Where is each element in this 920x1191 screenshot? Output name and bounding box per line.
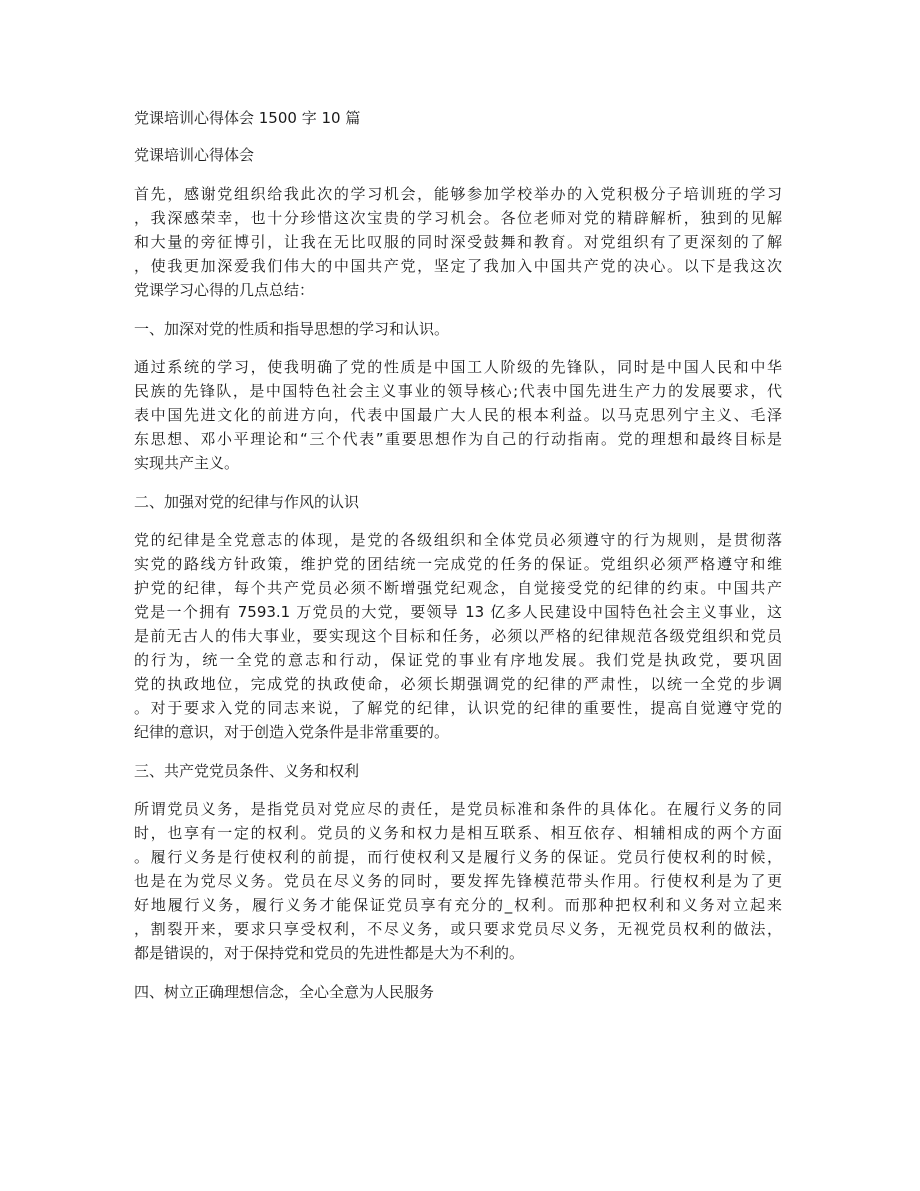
- paragraph-line: ，割裂开来，要求只享受权利，不尽义务，或只要求党员尽义务，无视党员权利的做法，: [134, 920, 782, 938]
- section-heading-3: 三、共产党党员条件、义务和权利: [134, 762, 360, 780]
- paragraph-line: 。对于要求入党的同志来说，了解党的纪律，认识党的纪律的重要性，提高自觉遵守党的: [134, 699, 782, 717]
- paragraph-line: 党的纪律是全党意志的体现，是党的各级组织和全体党员必须遵守的行为规则，是贯彻落: [134, 531, 782, 549]
- paragraph-line: 党的执政地位，完成党的执政使命，必须长期强调党的纪律的严肃性，以统一全党的步调: [134, 675, 782, 693]
- paragraph-line: 东思想、邓小平理论和“三个代表”重要思想作为自己的行动指南。党的理想和最终目标是: [134, 430, 782, 448]
- paragraph-line: 时，也享有一定的权利。党员的义务和权力是相互联系、相互依存、相辅相成的两个方面: [134, 824, 782, 842]
- paragraph-line: 党是一个拥有 7593.1 万党员的大党，要领导 13 亿多人民建设中国特色社会主义事业，这: [134, 603, 782, 621]
- document-page: [134, 106, 782, 1004]
- paragraph-line: 好地履行义务，履行义务才能保证党员享有充分的_权利。而那种把权利和义务对立起来: [134, 896, 782, 914]
- paragraph-line: 表中国先进文化的前进方向，代表中国最广大人民的根本利益。以马克思列宁主义、毛泽: [134, 406, 782, 424]
- paragraph-line: 护党的纪律，每个共产党员必须不断增强党纪观念，自觉接受党的纪律的约束。中国共产: [134, 579, 782, 597]
- paragraph-line: 也是在为党尽义务。党员在尽义务的同时，要发挥先锋模范带头作用。行使权利是为了更: [134, 872, 782, 890]
- paragraph-line: 所谓党员义务，是指党员对党应尽的责任，是党员标准和条件的具体化。在履行义务的同: [134, 800, 782, 818]
- paragraph-line: 民族的先锋队，是中国特色社会主义事业的领导核心;代表中国先进生产力的发展要求，代: [134, 382, 782, 400]
- section-heading-2: 二、加强对党的纪律与作风的认识: [134, 493, 360, 511]
- document-title: 党课培训心得体会 1500 字 10 篇: [134, 109, 361, 127]
- paragraph-line: 实党的路线方针政策，维护党的团结统一完成党的任务的保证。党组织必须严格遵守和维: [134, 555, 782, 573]
- paragraph-line: ，使我更加深爱我们伟大的中国共产党，坚定了我加入中国共产党的决心。以下是我这次: [134, 257, 782, 275]
- document-subtitle: 党课培训心得体会: [134, 146, 255, 164]
- paragraph-line: 实现共产主义。: [134, 454, 240, 472]
- paragraph-line: 纪律的意识，对于创造入党条件是非常重要的。: [134, 723, 450, 741]
- paragraph-line: 是前无古人的伟大事业，要实现这个目标和任务，必须以严格的纪律规范各级党组织和党员: [134, 627, 782, 645]
- paragraph-line: ，我深感荣幸，也十分珍惜这次宝贵的学习机会。各位老师对党的精辟解析，独到的见解: [134, 209, 782, 227]
- section-1-paragraph: [134, 355, 782, 475]
- paragraph-line: 首先，感谢党组织给我此次的学习机会，能够参加学校举办的入党积极分子培训班的学习: [134, 185, 782, 203]
- section-2-paragraph: [134, 528, 782, 744]
- section-heading-1: 一、加深对党的性质和指导思想的学习和认识。: [134, 320, 450, 338]
- paragraph-line: 和大量的旁征博引，让我在无比叹服的同时深受鼓舞和教育。对党组织有了更深刻的了解: [134, 233, 782, 251]
- intro-paragraph: [134, 182, 782, 302]
- section-3-paragraph: [134, 797, 782, 965]
- paragraph-line: 的行为，统一全党的意志和行动，保证党的事业有序地发展。我们党是执政党，要巩固: [134, 651, 782, 669]
- section-heading-4: 四、树立正确理想信念，全心全意为人民服务: [134, 983, 435, 1001]
- paragraph-line: 。履行义务是行使权利的前提，而行使权利又是履行义务的保证。党员行使权利的时候，: [134, 848, 782, 866]
- paragraph-line: 都是错误的，对于保持党和党员的先进性都是大为不利的。: [134, 944, 525, 962]
- paragraph-line: 党课学习心得的几点总结：: [134, 281, 315, 299]
- paragraph-line: 通过系统的学习，使我明确了党的性质是中国工人阶级的先锋队，同时是中国人民和中华: [134, 358, 782, 376]
